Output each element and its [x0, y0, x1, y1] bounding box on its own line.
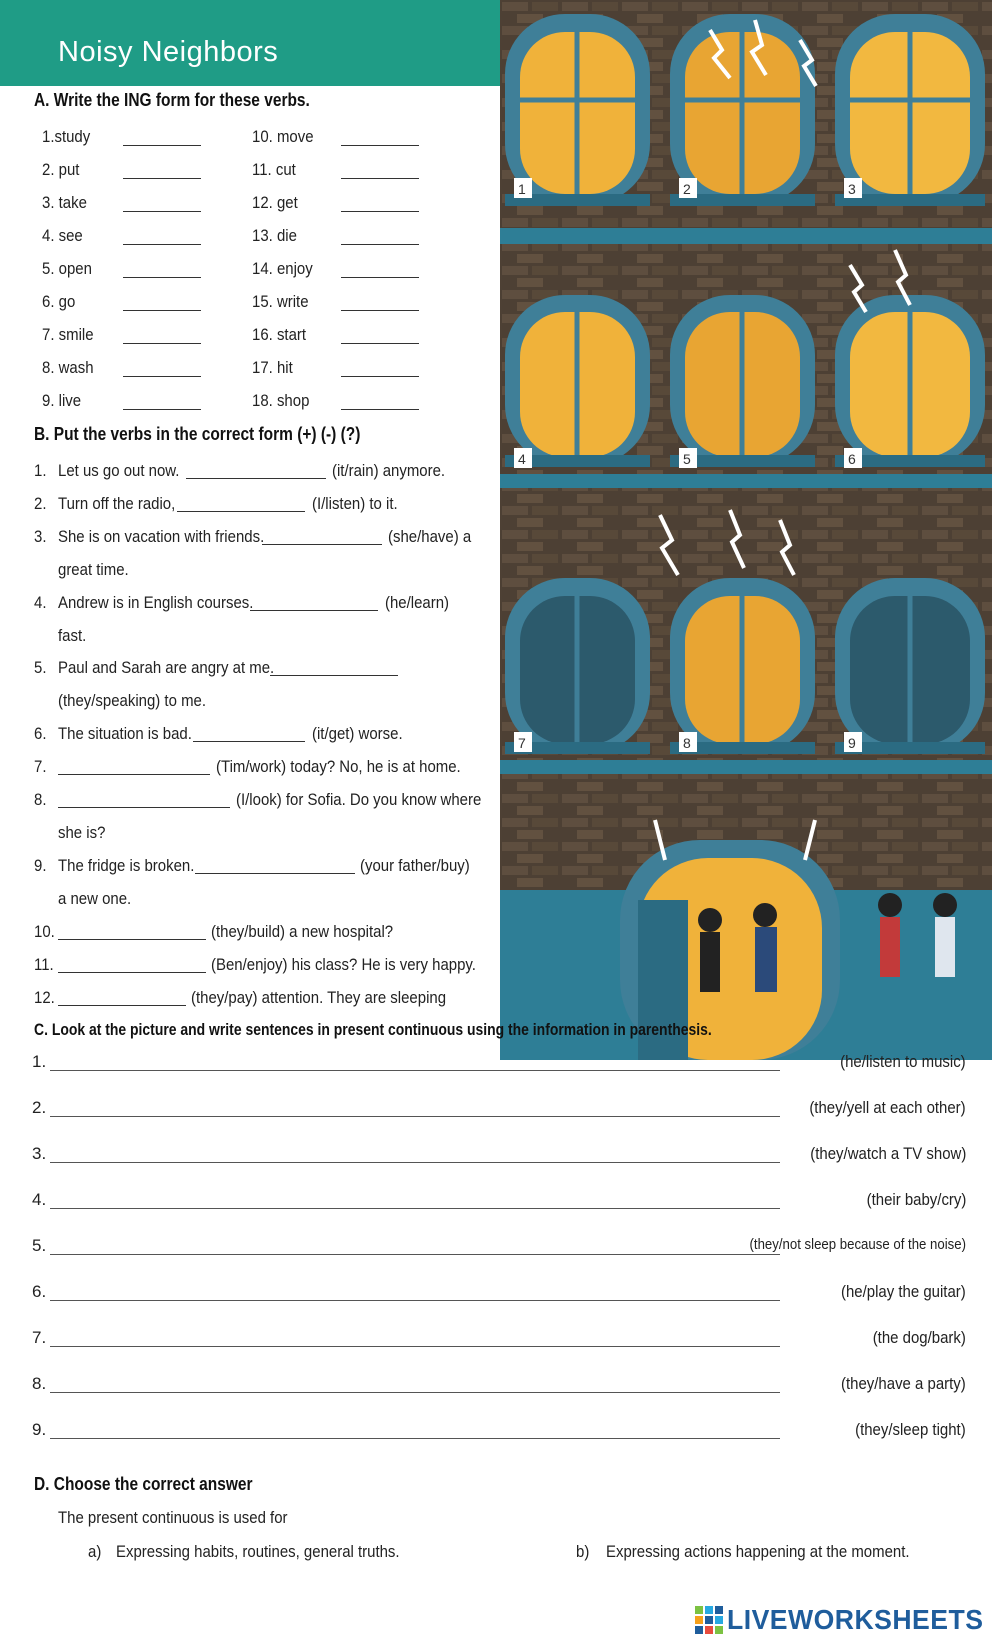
- answer-blank-5[interactable]: [123, 277, 201, 278]
- liveworksheets-logo: [695, 1604, 995, 1638]
- b2-blank[interactable]: [177, 511, 305, 512]
- b4-text: Andrew is in English courses.: [58, 593, 254, 612]
- window-8: [670, 578, 815, 754]
- answer-blank-1[interactable]: [123, 145, 201, 146]
- verb-1: 1.study: [42, 127, 91, 146]
- window-number-7: 7: [518, 735, 526, 751]
- verb-16: 16. start: [252, 325, 307, 344]
- c8-answer-line[interactable]: [50, 1392, 780, 1393]
- option-a-text[interactable]: Expressing habits, routines, general truths.: [116, 1542, 400, 1561]
- verb-10: 10. move: [252, 127, 314, 146]
- window-number-1: 1: [518, 181, 526, 197]
- logo-text: LIVEWORKSHEETS: [727, 1604, 984, 1635]
- answer-blank-15[interactable]: [341, 310, 419, 311]
- b3-number: 3.: [34, 527, 47, 546]
- b8-blank[interactable]: [58, 807, 230, 808]
- section-d-prompt: The present continuous is used for: [58, 1508, 288, 1527]
- answer-blank-9[interactable]: [123, 409, 201, 410]
- c2-hint: (they/yell at each other): [809, 1098, 966, 1117]
- verb-9: 9. live: [42, 391, 82, 410]
- b6-number: 6.: [34, 724, 47, 743]
- b1-blank[interactable]: [186, 478, 326, 479]
- c1-hint: (he/listen to music): [840, 1052, 966, 1071]
- c7-hint: (the dog/bark): [872, 1328, 966, 1347]
- section-a-heading: A. Write the ING form for these verbs.: [34, 90, 310, 110]
- b3-text: She is on vacation with friends.: [58, 527, 265, 546]
- window-number-6: 6: [848, 451, 856, 467]
- answer-blank-12[interactable]: [341, 211, 419, 212]
- c6-hint: (he/play the guitar): [841, 1282, 966, 1301]
- verb-17: 17. hit: [252, 358, 293, 377]
- b8-continuation: she is?: [58, 823, 106, 842]
- b11-hint: (Ben/enjoy) his class? He is very happy.: [211, 955, 476, 974]
- c5-hint: (they/not sleep because of the noise): [749, 1236, 966, 1253]
- c6-answer-line[interactable]: [50, 1300, 780, 1301]
- verb-14: 14. enjoy: [252, 259, 313, 278]
- b10-hint: (they/build) a new hospital?: [211, 922, 394, 941]
- section-c-heading: C. Look at the picture and write sentences in present continuous using the information in parenthesis.: [34, 1020, 712, 1039]
- c6-number: 6.: [32, 1282, 47, 1301]
- window-9: [835, 578, 985, 754]
- b4-blank[interactable]: [250, 610, 378, 611]
- c2-number: 2.: [32, 1098, 47, 1117]
- c3-hint: (they/watch a TV show): [809, 1144, 966, 1163]
- window-number-8: 8: [683, 735, 691, 751]
- b12-blank[interactable]: [58, 1005, 186, 1006]
- answer-blank-7[interactable]: [123, 343, 201, 344]
- window-5: [670, 295, 815, 467]
- b2-hint: (I/listen) to it.: [312, 494, 398, 513]
- c4-answer-line[interactable]: [50, 1208, 780, 1209]
- b6-text: The situation is bad.: [58, 724, 192, 743]
- b6-hint: (it/get) worse.: [312, 724, 403, 743]
- c1-number: 1.: [32, 1052, 47, 1071]
- c1-answer-line[interactable]: [50, 1070, 780, 1071]
- answer-blank-16[interactable]: [341, 343, 419, 344]
- option-b-letter[interactable]: b): [576, 1542, 590, 1561]
- logo-grid-icon: [695, 1604, 723, 1634]
- page-title: Noisy Neighbors: [58, 36, 279, 68]
- b9-text: The fridge is broken.: [58, 856, 195, 875]
- b7-blank[interactable]: [58, 774, 210, 775]
- c2-answer-line[interactable]: [50, 1116, 780, 1117]
- section-b-heading: B. Put the verbs in the correct form (+) (-) (?): [34, 424, 361, 444]
- b9-number: 9.: [34, 856, 47, 875]
- verb-15: 15. write: [252, 292, 309, 311]
- window-3: [835, 14, 985, 206]
- verb-13: 13. die: [252, 226, 297, 245]
- verb-4: 4. see: [42, 226, 83, 245]
- answer-blank-14[interactable]: [341, 277, 419, 278]
- verb-3: 3. take: [42, 193, 87, 212]
- window-number-2: 2: [683, 181, 691, 197]
- window-4: [505, 295, 650, 467]
- answer-blank-3[interactable]: [123, 211, 201, 212]
- verb-12: 12. get: [252, 193, 298, 212]
- b3-blank[interactable]: [262, 544, 382, 545]
- window-1: [505, 14, 650, 206]
- b3-hint: (she/have) a: [388, 527, 472, 546]
- b12-hint: (they/pay) attention. They are sleeping: [191, 988, 447, 1007]
- b12-number: 12.: [34, 988, 55, 1007]
- b1-hint: (it/rain) anymore.: [332, 461, 446, 480]
- b10-blank[interactable]: [58, 939, 206, 940]
- verb-11: 11. cut: [252, 160, 296, 179]
- c3-number: 3.: [32, 1144, 47, 1163]
- answer-blank-6[interactable]: [123, 310, 201, 311]
- b7-number: 7.: [34, 757, 47, 776]
- c3-answer-line[interactable]: [50, 1162, 780, 1163]
- c9-number: 9.: [32, 1420, 47, 1439]
- b7-hint: (Tim/work) today? No, he is at home.: [216, 757, 461, 776]
- answer-blank-11[interactable]: [341, 178, 419, 179]
- b11-blank[interactable]: [58, 972, 206, 973]
- window-2: [670, 14, 815, 206]
- window-number-3: 3: [848, 181, 856, 197]
- b5-blank[interactable]: [270, 675, 398, 676]
- b6-blank[interactable]: [193, 741, 305, 742]
- window-7: [505, 578, 650, 754]
- b8-number: 8.: [34, 790, 47, 809]
- b11-number: 11.: [34, 955, 54, 974]
- b3-continuation: great time.: [58, 560, 129, 579]
- verb-7: 7. smile: [42, 325, 94, 344]
- c5-number: 5.: [32, 1236, 47, 1255]
- answer-blank-4[interactable]: [123, 244, 201, 245]
- c5-answer-line[interactable]: [50, 1254, 780, 1255]
- answer-blank-18[interactable]: [341, 409, 419, 410]
- option-b-text[interactable]: Expressing actions happening at the moment.: [606, 1542, 910, 1561]
- c4-number: 4.: [32, 1190, 47, 1209]
- c8-hint: (they/have a party): [841, 1374, 966, 1393]
- b5-continuation: (they/speaking) to me.: [58, 691, 207, 710]
- b1-number: 1.: [34, 461, 47, 480]
- c7-answer-line[interactable]: [50, 1346, 780, 1347]
- verb-8: 8. wash: [42, 358, 94, 377]
- answer-blank-17[interactable]: [341, 376, 419, 377]
- section-d-heading: D. Choose the correct answer: [34, 1474, 253, 1494]
- c9-hint: (they/sleep tight): [855, 1420, 966, 1439]
- b2-number: 2.: [34, 494, 47, 513]
- answer-blank-10[interactable]: [341, 145, 419, 146]
- b5-number: 5.: [34, 658, 47, 677]
- b10-number: 10.: [34, 922, 55, 941]
- verb-18: 18. shop: [252, 391, 310, 410]
- verb-6: 6. go: [42, 292, 76, 311]
- window-number-9: 9: [848, 735, 856, 751]
- b9-continuation: a new one.: [58, 889, 132, 908]
- b4-hint: (he/learn): [385, 593, 450, 612]
- window-number-5: 5: [683, 451, 691, 467]
- b4-number: 4.: [34, 593, 47, 612]
- answer-blank-8[interactable]: [123, 376, 201, 377]
- b8-hint: (I/look) for Sofia. Do you know where: [236, 790, 482, 809]
- noisy-neighbors-illustration: [500, 0, 992, 1060]
- c4-hint: (their baby/cry): [866, 1190, 966, 1209]
- b9-hint: (your father/buy): [360, 856, 470, 875]
- c8-number: 8.: [32, 1374, 47, 1393]
- option-a-letter[interactable]: a): [88, 1542, 102, 1561]
- window-6: [835, 295, 985, 467]
- b2-text: Turn off the radio,: [58, 494, 176, 513]
- b1-text: Let us go out now.: [58, 461, 180, 480]
- verb-2: 2. put: [42, 160, 80, 179]
- b5-text: Paul and Sarah are angry at me.: [58, 658, 275, 677]
- answer-blank-2[interactable]: [123, 178, 201, 179]
- verb-5: 5. open: [42, 259, 92, 278]
- c9-answer-line[interactable]: [50, 1438, 780, 1439]
- b4-continuation: fast.: [58, 626, 87, 645]
- window-number-4: 4: [518, 451, 526, 467]
- c7-number: 7.: [32, 1328, 47, 1347]
- b9-blank[interactable]: [195, 873, 355, 874]
- title-banner: [0, 0, 500, 86]
- answer-blank-13[interactable]: [341, 244, 419, 245]
